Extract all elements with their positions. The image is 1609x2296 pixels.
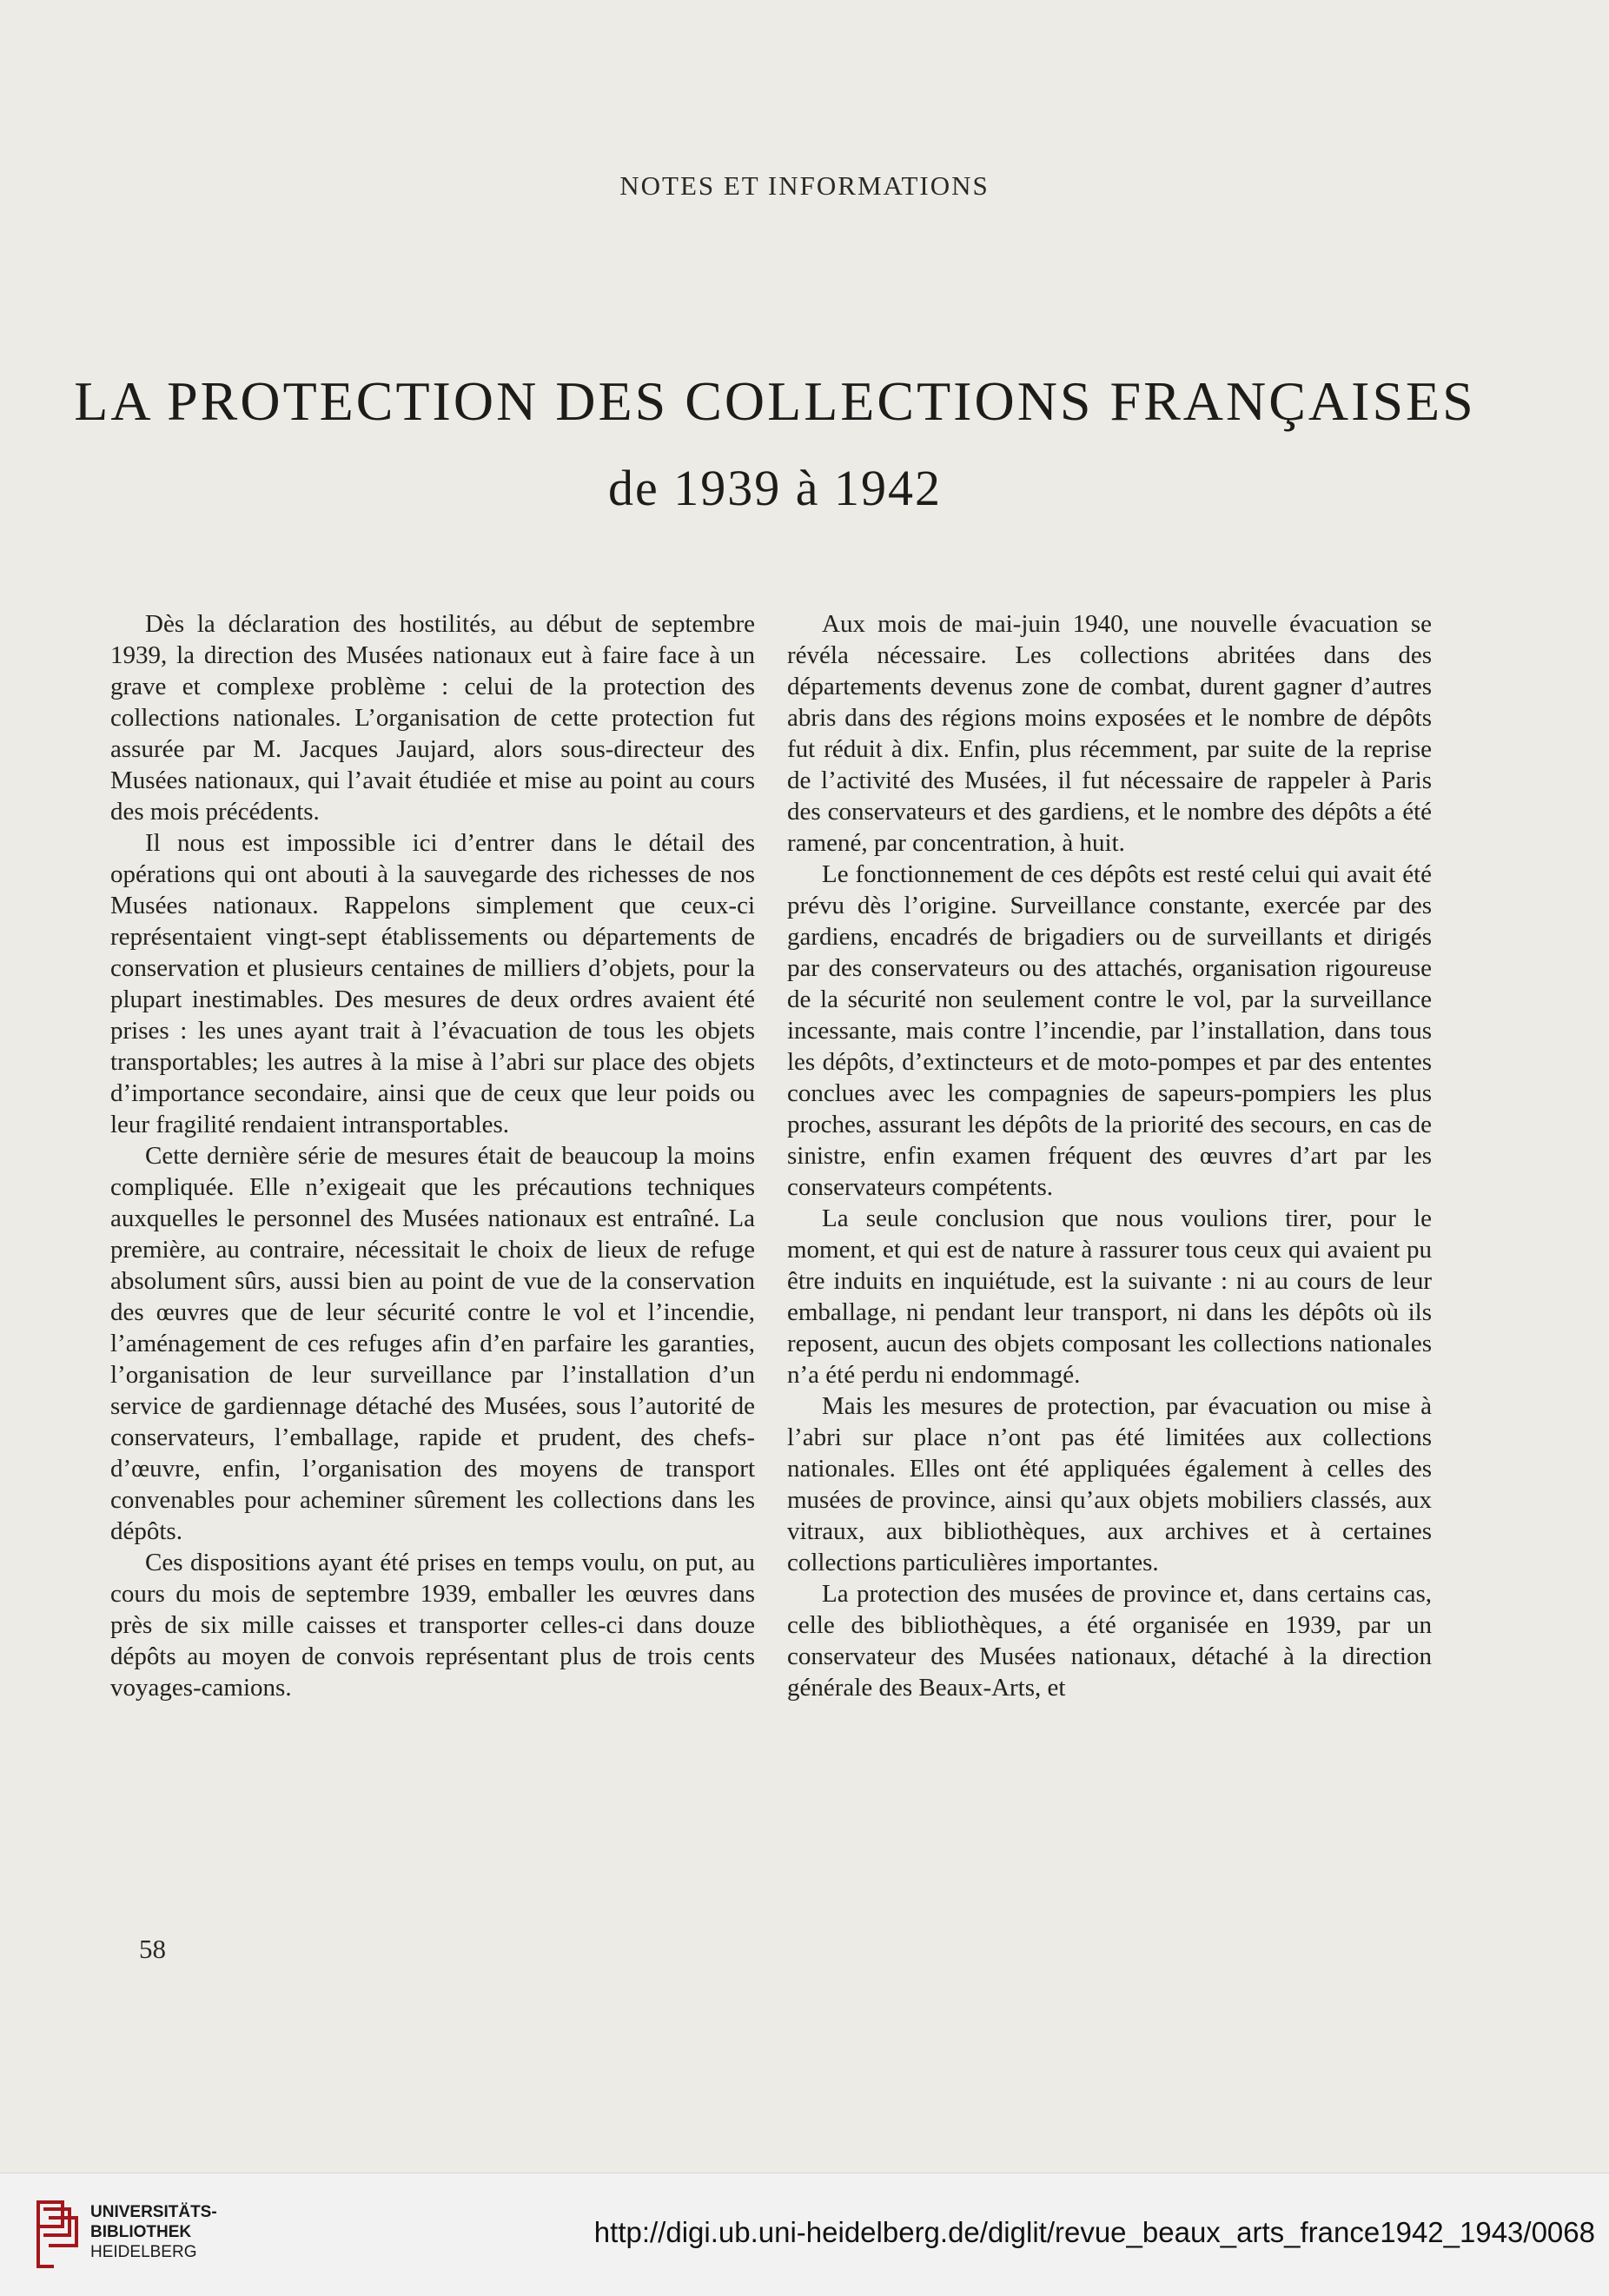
paragraph: Mais les mesures de protection, par évacuation ou mise à l’abri sur place n’ont pas été limitées aux collections nationales. Elles ont été appliquées également à celles des musées de province, ainsi qu’aux objets mobiliers classés, aux vitraux, aux bibliothèques, aux archives et à certaines collections particulières importantes. — [787, 1392, 1432, 1576]
paragraph: Le fonctionnement de ces dépôts est resté celui qui avait été prévu dès l’origine. Surveillance constante, exercée par des gardiens, encadrés de brigadiers ou de surveillants et dirigés par des conservateurs ou des attachés, organisation rigoureuse de la sécurité non seulement contre le vol, par la surveillance incessante, mais contre l’incendie, par l’installation, dans tous les dépôts, d’extincteurs et de moto-pompes et par des ententes conclues avec les compagnies de sapeurs-pompiers les plus proches, assurant les dépôts de la priorité des secours, en cas de sinistre, enfin examen fréquent des œuvres d’art par les conservateurs compétents. — [787, 860, 1432, 1201]
left-column — [110, 608, 755, 1703]
paragraph: Ces dispositions ayant été prises en temps voulu, on put, au cours du mois de septembre 1939, emballer les œuvres dans près de six mille caisses et transporter celles-ci dans douze dépôts au moyen de convois représentant plus de trois cents voyages-camions. — [110, 1549, 755, 1702]
paragraph: La seule conclusion que nous voulions tirer, pour le moment, et qui est de nature à rassurer tous ceux qui avaient pu être induits en inquiétude, est la suivante : ni au cours de leur emballage, ni pendant leur transport, ni dans les dépôts où ils reposent, aucun des objets composant les collections nationales n’a été perdu ni endommagé. — [787, 1204, 1432, 1389]
right-column — [787, 608, 1432, 1703]
library-name-line: HEIDELBERG — [90, 2243, 197, 2261]
article-title: LA PROTECTION DES COLLECTIONS FRANÇAISES — [74, 370, 1476, 432]
permalink-url[interactable]: http://digi.ub.uni-heidelberg.de/diglit/revue_beaux_arts_france1942_1943/0068 — [593, 2216, 1595, 2248]
running-head: NOTES ET INFORMATIONS — [619, 170, 990, 201]
library-name — [90, 2202, 217, 2262]
paragraph: Cette dernière série de mesures était de beaucoup la moins compliquée. Elle n’exigeait que les précautions techniques auxquelles le personnel des Musées nationaux est entraîné. La première, au contraire, nécessitait le choix de lieux de refuge absolument sûrs, aussi bien au point de vue de la conservation des œuvres que de leur sécurité contre le vol et l’incendie, l’aménagement de ces refuges afin d’en parfaire les garanties, l’organisation de leur surveillance par l’installation d’un service de gardiennage détaché des Musées, sous l’autorité de conservateurs, l’emballage, rapide et prudent, des chefs-d’œuvre, enfin, l’organisation des moyens de transport convenables pour acheminer sûrement les collections dans les dépôts. — [110, 1142, 755, 1545]
library-name-line: UNIVERSITÄTS- — [90, 2203, 217, 2221]
paragraph: Aux mois de mai-juin 1940, une nouvelle évacuation se révéla nécessaire. Les collections abritées dans des départements devenus zone de combat, durent gagner d’autres abris dans des régions moins exposées et le nombre de dépôts fut réduit à dix. Enfin, plus récemment, par suite de la reprise de l’activité des Musées, il fut nécessaire de rappeler à Paris des conservateurs et des gardiens, et le nombre des dépôts a été ramené, par concentration, à huit. — [787, 610, 1432, 857]
page-number: 58 — [139, 1934, 166, 1964]
paragraph: La protection des musées de province et, dans certains cas, celle des bibliothèques, a été organisée en 1939, par un conservateur des Musées nationaux, détaché à la direction générale des Beaux-Arts, et — [787, 1580, 1432, 1702]
ub-heidelberg-logo-icon — [35, 2197, 82, 2272]
paragraph: Il nous est impossible ici d’entrer dans le détail des opérations qui ont abouti à la sauvegarde des richesses de nos Musées nationaux. Rappelons simplement que ceux-ci représentaient vingt-sept établissements ou départements de conservation et plusieurs centaines de milliers d’objets, pour la plupart inestimables. Des mesures de deux ordres avaient été prises : les unes ayant trait à l’évacuation de tous les objets transportables; les autres à la mise à l’abri sur place des objets d’importance secondaire, ainsi que de ceux que leur poids ou leur fragilité rendaient intransportables. — [110, 829, 755, 1138]
library-name-line: BIBLIOTHEK — [90, 2223, 192, 2241]
paragraph: Dès la déclaration des hostilités, au début de septembre 1939, la direction des Musées nationaux eut à faire face à un grave et complexe problème : celui de la protection des collections nationales. L’organisation de cette protection fut assurée par M. Jacques Jaujard, alors sous-directeur des Musées nationaux, qui l’avait étudiée et mise au point au cours des mois précédents. — [110, 610, 755, 826]
article-subtitle: de 1939 à 1942 — [608, 460, 942, 516]
